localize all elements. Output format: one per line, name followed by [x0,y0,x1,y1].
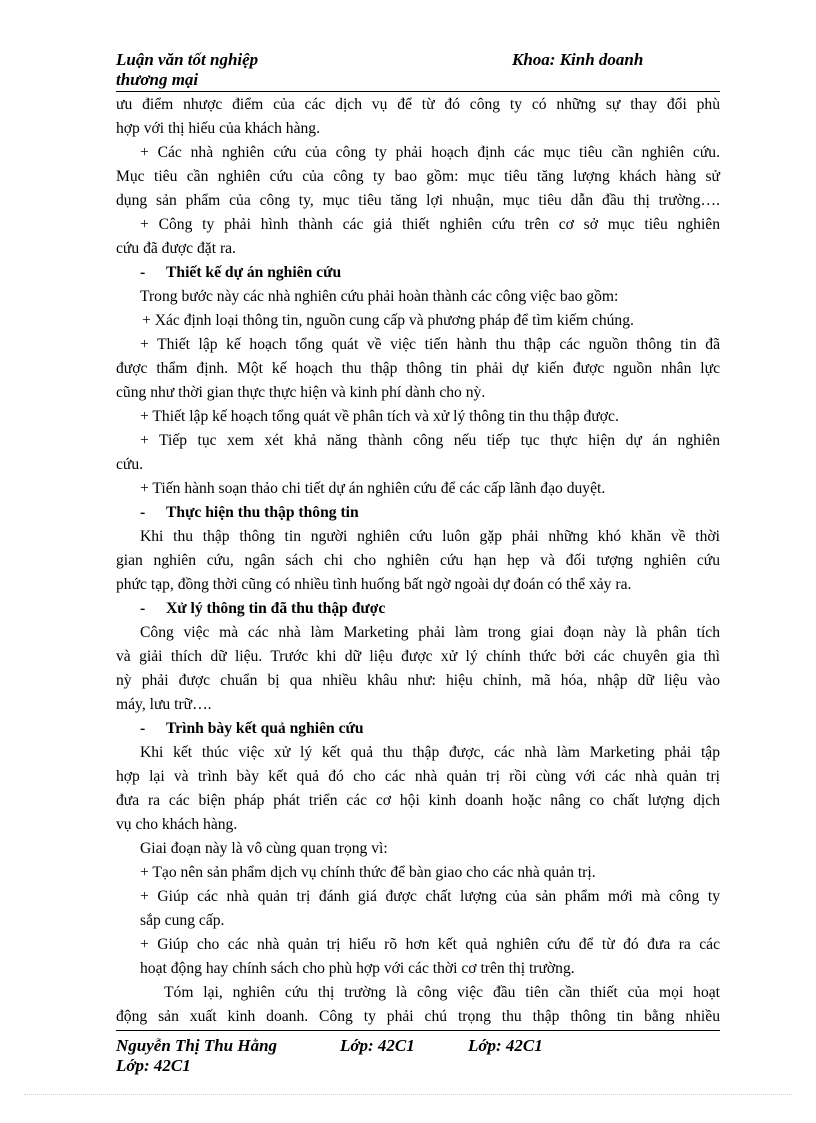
text-line: cứu đã được đặt ra. [116,240,236,257]
text-line: Giai đoạn này là vô cùng quan trọng vì: [140,840,388,857]
text-line: + Công ty phải hình thành các giả thiết nghiên cứu trên cơ sở mục tiêu nghiên [140,216,720,233]
text-line: Khi kết thúc việc xử lý kết quả thu thập được, các nhà làm Marketing phải tập [140,744,720,761]
text-line: + Xác định loại thông tin, nguồn cung cấp và phương pháp để tìm kiếm chúng. [142,312,634,329]
text-line: Mục tiêu cần nghiên cứu của công ty bao gồm: mục tiêu tăng lượng khách hàng sử [116,168,720,185]
section-heading [116,261,720,285]
heading-text: Thiết kế dự án nghiên cứu [166,264,342,281]
text-line: động sản xuất kinh doanh. Công ty phải chú trọng thu thập thông tin bằng nhiều [116,1008,720,1025]
text-line: + Tiếp tục xem xét khả năng thành công nếu tiếp tục thực hiện dự án nghiên [140,432,720,449]
section-heading [116,597,720,621]
footer-class: Lớp: 42C1 [468,1036,543,1055]
footer-class: Lớp: 42C1 [116,1056,191,1075]
text-line: sắp cung cấp. [140,912,225,929]
heading-text: Xử lý thông tin đã thu thập được [166,600,386,617]
section-heading [116,717,720,741]
text-line: cũng như thời gian thực thực hiện và kinh phí dành cho nỳ. [116,384,486,401]
text-line: và giải thích dữ liệu. Trước khi dữ liệu được xử lý chính thức bởi các chuyên gia thì [116,648,720,665]
header-title-line2: thương mại [116,70,199,89]
heading-dash: - [140,720,146,737]
text-line: + Thiết lập kế hoạch tổng quát về phân tích và xử lý thông tin thu thập được. [140,408,619,425]
text-line: phức tạp, đồng thời cũng có nhiều tình huống bất ngờ ngoài dự đoán có thể xảy ra. [116,576,632,593]
text-line: Khi thu thập thông tin người nghiên cứu luôn gặp phải những khó khăn về thời [140,528,720,545]
text-line: ưu điểm nhược điểm của các dịch vụ để từ đó công ty có những sự thay đổi phù [116,96,720,113]
text-line: + Tạo nên sản phẩm dịch vụ chính thức để bàn giao cho các nhà quản trị. [140,864,596,881]
document-body [116,93,720,1029]
text-line: + Thiết lập kế hoạch tổng quát về việc tiến hành thu thập các nguồn thông tin đã [140,336,720,353]
text-line: + Giúp cho các nhà quản trị hiểu rõ hơn kết quả nghiên cứu để từ đó đưa ra các [140,936,720,953]
text-line: Tóm lại, nghiên cứu thị trường là công việc đầu tiên cần thiết của mọi hoạt [164,984,720,1001]
text-line: + Giúp các nhà quản trị đánh giá được chất lượng của sản phẩm mới mà công ty [140,888,720,905]
text-line: gian nghiên cứu, ngân sách chi cho nghiên cứu hạn hẹp và đối tượng nghiên cứu [116,552,720,569]
text-line: đưa ra các biện pháp phát triển các cơ hội kinh doanh hoặc nâng co chất lượng dịch [116,792,720,809]
heading-text: Trình bày kết quả nghiên cứu [166,720,364,737]
text-line: hợp với thị hiếu của khách hàng. [116,120,320,137]
text-line: + Tiến hành soạn thảo chi tiết dự án nghiên cứu để các cấp lãnh đạo duyệt. [140,480,606,497]
footer [116,1036,720,1076]
page-edge-line [24,1094,792,1095]
text-line: máy, lưu trữ…. [116,696,212,713]
header-faculty: Khoa: Kinh doanh [512,50,644,69]
text-line: hợp lại và trình bày kết quả đó cho các nhà quản trị rồi cùng với các nhà quản trị [116,768,720,785]
text-line: nỳ phải được chuẩn bị qua nhiều khâu như: hiệu chỉnh, mã hóa, nhập dữ liệu vào [116,672,720,689]
header-title-line1: Luận văn tốt nghiệp [116,50,259,69]
heading-dash: - [140,264,146,281]
heading-text: Thực hiện thu thập thông tin [166,504,359,521]
header-rule [116,91,720,92]
text-line: + Các nhà nghiên cứu của công ty phải hoạch định các mục tiêu cần nghiên cứu. [140,144,720,161]
text-line: Trong bước này các nhà nghiên cứu phải hoàn thành các công việc bao gồm: [140,288,619,305]
footer-author: Nguyễn Thị Thu Hằng [116,1036,278,1055]
text-line: cứu. [116,456,144,473]
text-line: vụ cho khách hàng. [116,816,238,833]
section-heading [116,501,720,525]
header-title [116,50,258,90]
footer-rule [116,1030,720,1031]
footer-class: Lớp: 42C1 [340,1036,415,1055]
text-line: Công việc mà các nhà làm Marketing phải làm trong giai đoạn này là phân tích [140,624,720,641]
heading-dash: - [140,504,146,521]
heading-dash: - [140,600,146,617]
text-line: được thẩm định. Một kế hoạch thu thập thông tin phải dự kiến được nguồn nhân lực [116,360,720,377]
text-line: hoạt động hay chính sách cho phù hợp với các thời cơ trên thị trường. [140,960,575,977]
text-line: dụng sản phẩm của công ty, mục tiêu tăng lợi nhuận, mục tiêu dẫn đầu thị trường…. [116,192,720,209]
